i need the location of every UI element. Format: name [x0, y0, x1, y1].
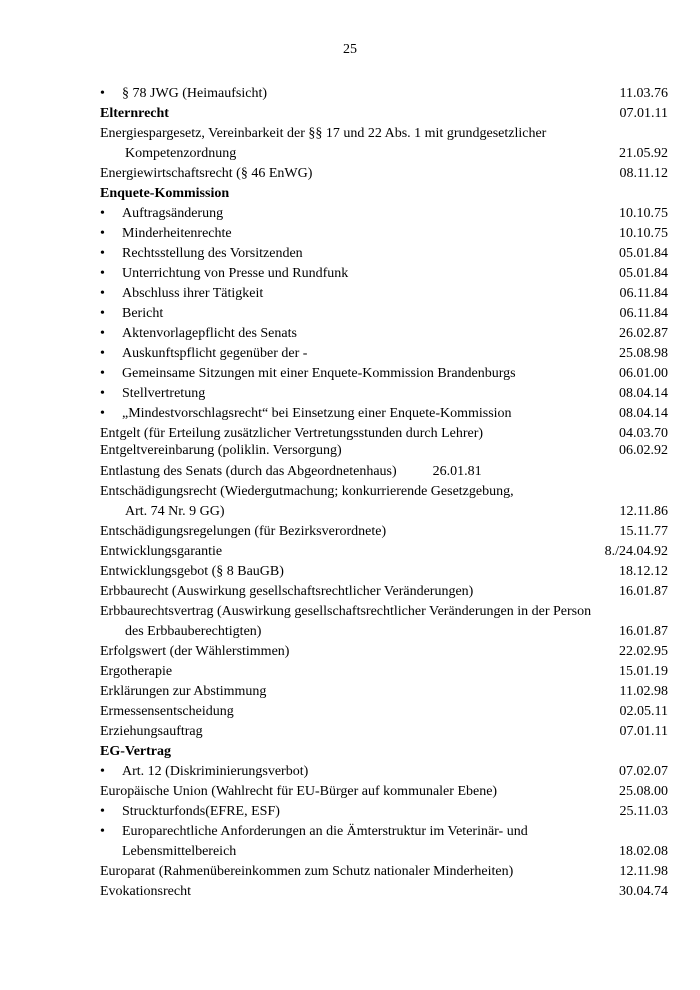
entry-text: Entschädigungsrecht (Wiedergutmachung; konkurrierende Gesetzgebung, — [100, 484, 514, 499]
entry-text: Entgeltvereinbarung (poliklin. Versorgung) — [100, 443, 342, 458]
heading-text: Enquete-Kommission — [100, 186, 230, 201]
entry-date: 10.10.75 — [619, 206, 668, 221]
index-entry — [100, 562, 668, 582]
entry-text: Entwicklungsgebot (§ 8 BauGB) — [100, 564, 284, 579]
entry-text: Evokationsrecht — [100, 884, 191, 899]
entry-text: • Auskunftspflicht gegenüber der - — [100, 344, 619, 364]
entry-text: • Unterrichtung von Presse und Rundfunk — [100, 264, 619, 284]
entry-date: 05.01.84 — [619, 246, 668, 261]
entry-date: 07.02.07 — [619, 764, 668, 779]
entry-date: 15.01.19 — [619, 664, 668, 679]
entry-text: Erziehungsauftrag — [100, 724, 203, 739]
entry-text: • Europarechtliche Anforderungen an die Ämterstruktur im Veterinär- und — [100, 822, 668, 842]
index-entry — [100, 642, 668, 662]
index-heading — [100, 104, 668, 124]
entry-text: • Auftragsänderung — [100, 204, 619, 224]
entry-date: 07.01.11 — [619, 724, 668, 739]
entry-date: 26.02.87 — [619, 326, 668, 341]
index-entry — [100, 762, 668, 782]
index-entry — [100, 264, 668, 284]
entry-continuation-text: Art. 74 Nr. 9 GG) — [125, 504, 225, 519]
entry-text: Europarat (Rahmenübereinkommen zum Schutz nationaler Minderheiten) — [100, 864, 514, 879]
entry-text: • Bericht — [100, 304, 620, 324]
entry-date: 06.11.84 — [619, 306, 668, 321]
entry-text: • Aktenvorlagepflicht des Senats — [100, 324, 619, 344]
entry-text: • Stellvertretung — [100, 384, 619, 404]
entry-date: 04.03.70 — [619, 426, 668, 441]
index-entry — [100, 344, 668, 364]
entry-text: Europäische Union (Wahlrecht für EU-Bürger auf kommunaler Ebene) — [100, 784, 498, 799]
entry-date: 06.11.84 — [619, 286, 668, 301]
index-entry — [100, 582, 668, 602]
entry-date: 12.11.86 — [619, 504, 668, 519]
entry-text: Entlastung des Senats (durch das Abgeordnetenhaus) — [100, 464, 397, 479]
index-entry — [100, 244, 668, 264]
entry-text: Erbbaurechtsvertrag (Auswirkung gesellschaftsrechtlicher Veränderungen in der Person — [100, 604, 592, 619]
index-entry — [100, 602, 668, 622]
entry-date: 8./24.04.92 — [604, 544, 668, 559]
index-entry — [100, 822, 668, 842]
entry-text: Erfolgswert (der Wählerstimmen) — [100, 644, 290, 659]
index-entry — [100, 424, 668, 444]
index-entry — [100, 284, 668, 304]
entry-text: • Art. 12 (Diskriminierungsverbot) — [100, 762, 619, 782]
heading-text: EG-Vertrag — [100, 744, 172, 759]
entry-date: 18.12.12 — [619, 564, 668, 579]
heading-text: Elternrecht — [100, 106, 169, 121]
entry-date: 22.02.95 — [619, 644, 668, 659]
entry-continuation-text: Lebensmittelbereich — [122, 844, 237, 859]
entry-text: Ermessensentscheidung — [100, 704, 234, 719]
entry-date: 15.11.77 — [619, 524, 668, 539]
index-entry — [100, 722, 668, 742]
entry-text: • § 78 JWG (Heimaufsicht) — [100, 84, 620, 104]
entry-text: Energiespargesetz, Vereinbarkeit der §§ 17 und 22 Abs. 1 mit grundgesetzlicher — [100, 126, 547, 141]
index-entry — [100, 124, 668, 144]
entry-date: 25.08.98 — [619, 346, 668, 361]
index-heading — [100, 742, 668, 762]
entry-text: Energiewirtschaftsrecht (§ 46 EnWG) — [100, 166, 313, 181]
index-entry — [100, 862, 668, 882]
entry-date: 12.11.98 — [619, 864, 668, 879]
entry-date: 30.04.74 — [619, 884, 668, 899]
entry-text: • Minderheitenrechte — [100, 224, 619, 244]
index-entry — [100, 224, 668, 244]
entry-text: Entgelt (für Erteilung zusätzlicher Vertretungsstunden durch Lehrer) — [100, 426, 484, 441]
index-entry — [100, 782, 668, 802]
index-entry — [100, 304, 668, 324]
entry-text: Entwicklungsgarantie — [100, 544, 223, 559]
index-heading — [100, 184, 668, 204]
entry-text: • Rechtsstellung des Vorsitzenden — [100, 244, 619, 264]
entry-date: 21.05.92 — [619, 146, 668, 161]
entry-text: Ergotherapie — [100, 664, 173, 679]
index-entry — [100, 84, 668, 104]
entry-date: 06.02.92 — [619, 443, 668, 458]
index-entry — [100, 662, 668, 682]
entry-date: 07.01.11 — [619, 106, 668, 121]
index-entry — [100, 324, 668, 344]
index-entry — [100, 482, 668, 502]
index-entry-continuation — [100, 502, 668, 522]
index-entry — [100, 542, 668, 562]
index-entry-continuation — [100, 144, 668, 164]
index-entry — [100, 164, 668, 184]
index-entry — [100, 444, 668, 458]
entry-text: Erklärungen zur Abstimmung — [100, 684, 267, 699]
index-entry — [100, 802, 668, 822]
entry-date: 16.01.87 — [619, 624, 668, 639]
entry-date: 26.01.81 — [432, 464, 482, 479]
entry-date: 02.05.11 — [619, 704, 668, 719]
entry-date: 11.03.76 — [619, 86, 668, 101]
entry-continuation-text: des Erbbauberechtigten) — [125, 624, 262, 639]
index-entry — [100, 682, 668, 702]
entry-date: 16.01.87 — [619, 584, 668, 599]
index-entry — [100, 204, 668, 224]
entry-continuation-text: Kompetenzordnung — [125, 146, 237, 161]
entry-text: • „Mindestvorschlagsrecht“ bei Einsetzung einer Enquete-Kommission — [100, 404, 619, 424]
entry-date: 08.11.12 — [619, 166, 668, 181]
entry-text: Erbbaurecht (Auswirkung gesellschaftsrechtlicher Veränderungen) — [100, 584, 474, 599]
entry-date: 25.08.00 — [619, 784, 668, 799]
index-entry — [100, 522, 668, 542]
entry-text: • Struckturfonds(EFRE, ESF) — [100, 802, 620, 822]
page-number: 25 — [343, 42, 357, 57]
entry-text: • Gemeinsame Sitzungen mit einer Enquete-Kommission Brandenburgs — [100, 364, 619, 384]
entry-date: 10.10.75 — [619, 226, 668, 241]
index-entry — [100, 364, 668, 384]
entry-date: 08.04.14 — [619, 406, 668, 421]
index-entry — [100, 404, 668, 424]
entry-text: • Abschluss ihrer Tätigkeit — [100, 284, 620, 304]
index-entry — [100, 462, 668, 482]
entry-date: 05.01.84 — [619, 266, 668, 281]
entry-date: 25.11.03 — [619, 804, 668, 819]
index-entry — [100, 384, 668, 404]
entry-text: Entschädigungsregelungen (für Bezirksverordnete) — [100, 524, 387, 539]
index-entry-continuation — [100, 842, 668, 862]
index-list — [100, 84, 668, 902]
index-entry — [100, 702, 668, 722]
entry-date: 11.02.98 — [619, 684, 668, 699]
index-entry — [100, 882, 668, 902]
index-entry-continuation — [100, 622, 668, 642]
entry-date: 06.01.00 — [619, 366, 668, 381]
entry-date: 08.04.14 — [619, 386, 668, 401]
entry-date: 18.02.08 — [619, 844, 668, 859]
